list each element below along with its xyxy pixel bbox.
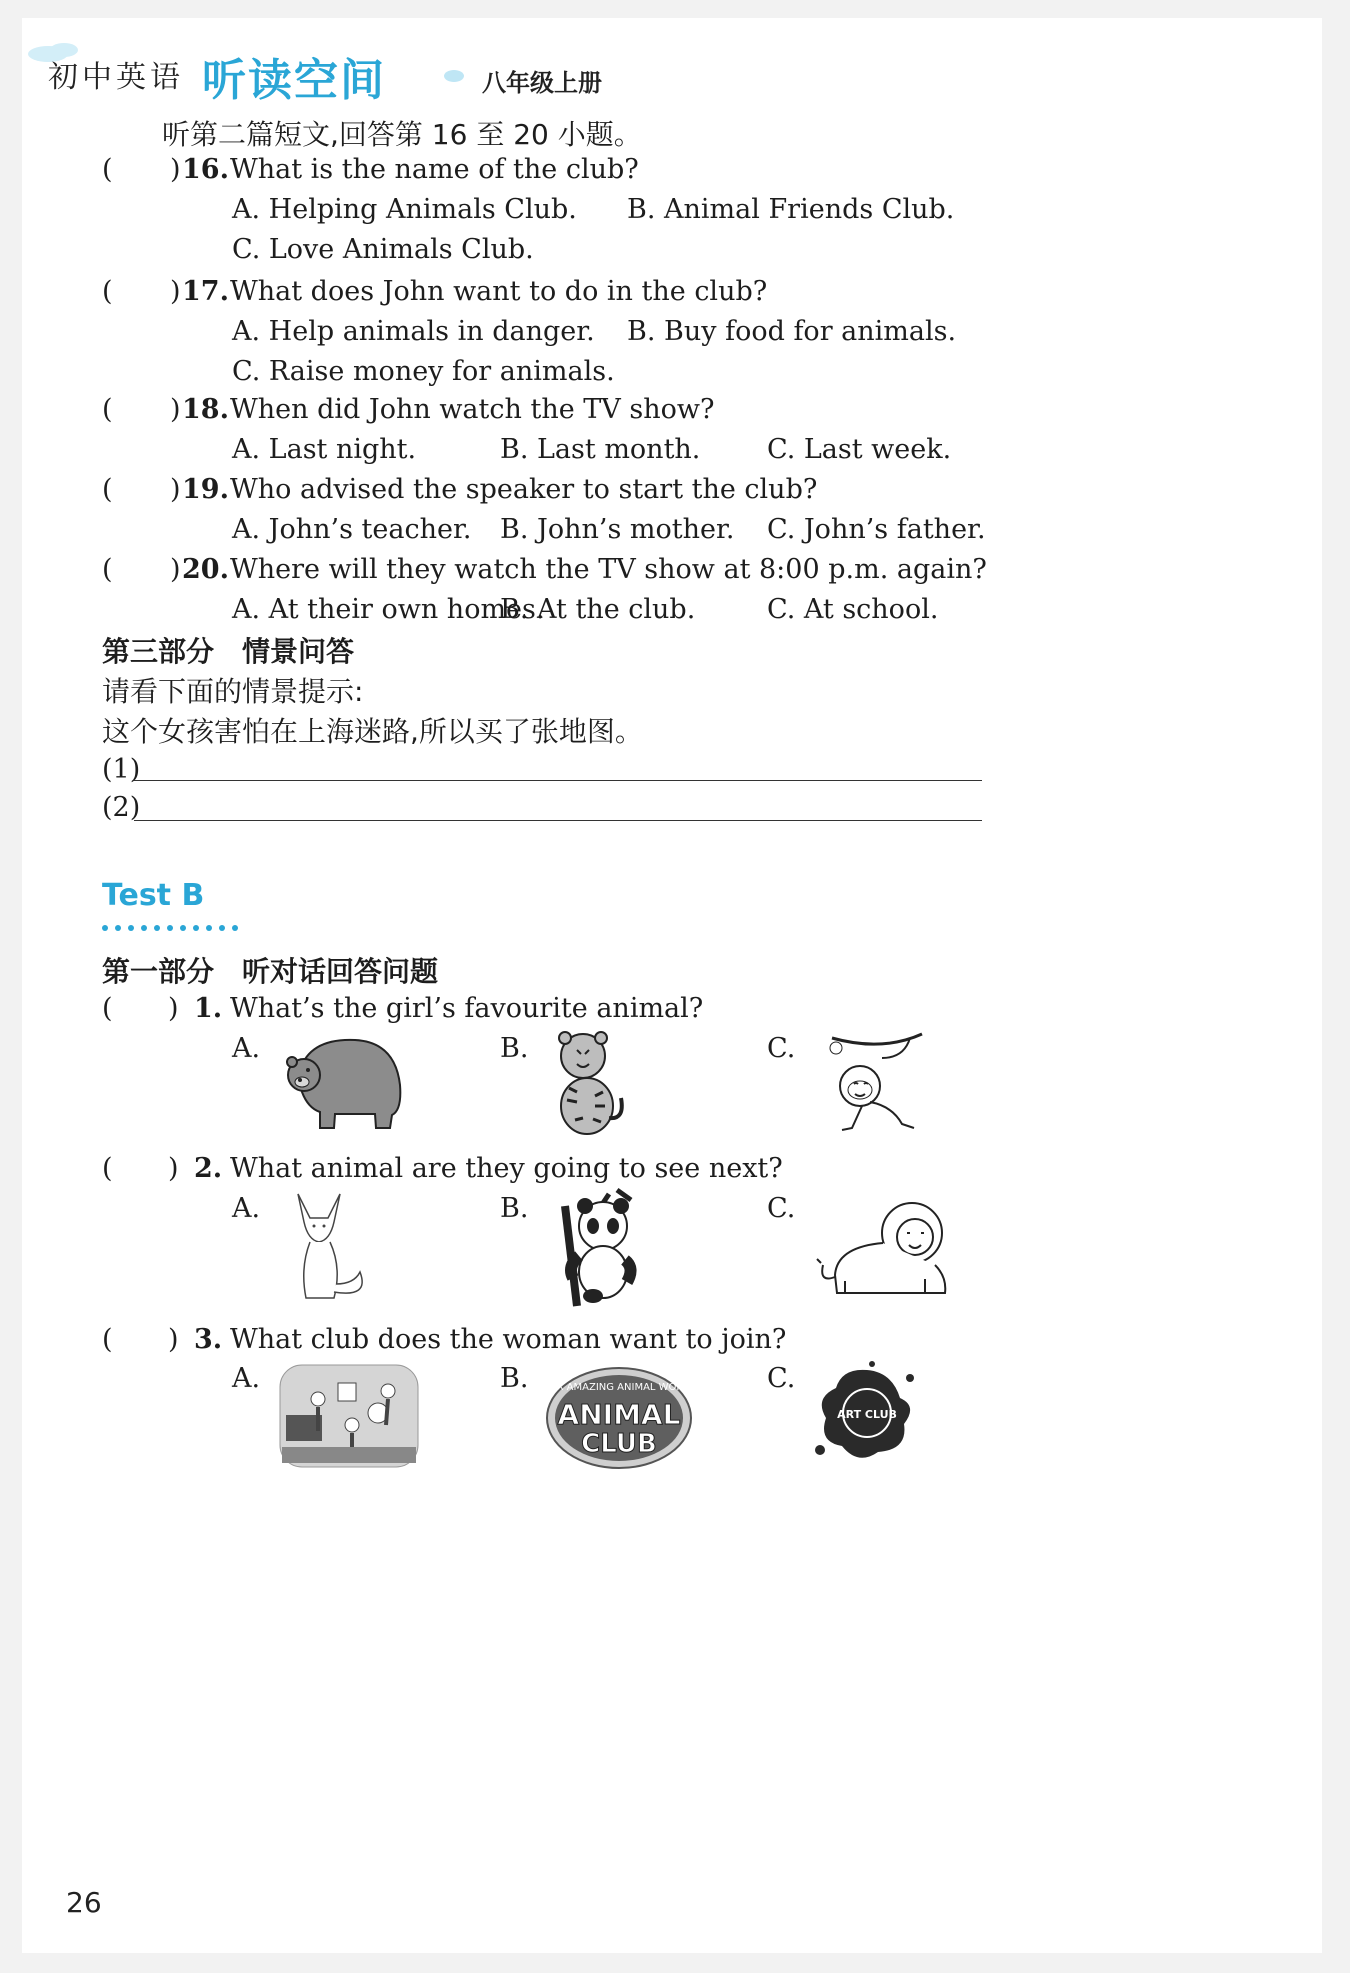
answer-paren-open: ( — [102, 993, 113, 1024]
question-text: Where will they watch the TV show at 8:00 p.m. again? — [230, 554, 987, 585]
bear-picture — [280, 1030, 410, 1130]
logo-main-text: ANIMAL — [557, 1398, 681, 1431]
option-a: A. John’s teacher. — [232, 514, 472, 545]
question-text: What is the name of the club? — [230, 154, 639, 185]
question-number: 19. — [182, 474, 229, 505]
animal-club-logo — [541, 1360, 697, 1472]
series-title: 初中英语 — [48, 60, 184, 95]
answer-paren-close: ) — [170, 474, 181, 505]
answer-paren-open[interactable]: ( — [102, 276, 113, 307]
option-c: C. Raise money for animals. — [232, 356, 615, 387]
lion-picture — [817, 1193, 957, 1303]
option-letter-b: B. — [500, 1033, 529, 1064]
tiger-picture — [547, 1028, 627, 1138]
art-club-letters: ART CLUB — [837, 1408, 897, 1421]
question-number: 1. — [194, 993, 223, 1024]
option-letter-b: B. — [500, 1363, 529, 1394]
answer-paren-close: ) — [170, 554, 181, 585]
option-c: C. John’s father. — [767, 514, 986, 545]
question-number: 3. — [194, 1324, 223, 1355]
brand-logo: 听读空间 — [202, 55, 386, 106]
option-b: B. Last month. — [500, 434, 701, 465]
option-b: B. John’s mother. — [500, 514, 735, 545]
monkey-picture — [822, 1028, 932, 1138]
panda-picture — [547, 1186, 647, 1306]
answer-paren-close: ) — [170, 154, 181, 185]
question-number: 20. — [182, 554, 229, 585]
header-arrow-icon — [442, 66, 472, 90]
answer-line-2[interactable] — [134, 820, 982, 821]
option-c: C. Love Animals Club. — [232, 234, 534, 265]
option-b: B. Animal Friends Club. — [627, 194, 955, 225]
option-letter-b: B. — [500, 1193, 529, 1224]
answer-paren-open[interactable]: ( — [102, 394, 113, 425]
option-c: C. At school. — [767, 594, 939, 625]
test-b-part1-heading: 第一部分 听对话回答问题 — [102, 955, 439, 988]
option-a: A. Last night. — [232, 434, 417, 465]
option-letter-a: A. — [232, 1193, 261, 1224]
option-letter-a: A. — [232, 1363, 261, 1394]
grade-label: 八年级上册 — [482, 69, 602, 97]
answer-paren-open: ( — [102, 1153, 113, 1184]
part3-heading: 第三部分 情景问答 — [102, 635, 355, 668]
answer-label-2: (2) — [102, 792, 141, 823]
option-a: A. Helping Animals Club. — [232, 194, 577, 225]
title-underline-dots — [102, 916, 245, 935]
answer-paren-open: ( — [102, 1324, 113, 1355]
answer-paren-open[interactable]: ( — [102, 474, 113, 505]
answer-paren-open[interactable]: ( — [102, 554, 113, 585]
art-club-logo — [812, 1358, 922, 1468]
option-letter-a: A. — [232, 1033, 261, 1064]
option-letter-c: C. — [767, 1033, 796, 1064]
option-b: B. Buy food for animals. — [627, 316, 957, 347]
question-text: When did John watch the TV show? — [230, 394, 715, 425]
question-number: 17. — [182, 276, 229, 307]
question-text: Who advised the speaker to start the club? — [230, 474, 818, 505]
question-number: 16. — [182, 154, 229, 185]
answer-line-1[interactable] — [134, 780, 982, 781]
question-number: 2. — [194, 1153, 223, 1184]
answer-label-1: (1) — [102, 754, 141, 785]
option-a: A. Help animals in danger. — [232, 316, 595, 347]
question-text: What club does the woman want to join? — [230, 1324, 787, 1355]
option-c: C. Last week. — [767, 434, 952, 465]
question-text: What’s the girl’s favourite animal? — [230, 993, 704, 1024]
logo-sub-text: CLUB — [581, 1429, 657, 1459]
workbook-page — [22, 18, 1322, 1953]
fox-picture — [284, 1188, 374, 1308]
question-number: 18. — [182, 394, 229, 425]
test-b-title: Test B — [102, 878, 205, 913]
logo-top-text: OUR AMAZING ANIMAL WORLD — [541, 1382, 697, 1393]
answer-paren-close: ) — [168, 1153, 179, 1184]
answer-paren-open[interactable]: ( — [102, 154, 113, 185]
answer-paren-close: ) — [170, 276, 181, 307]
passage-instruction: 听第二篇短文,回答第 16 至 20 小题。 — [162, 118, 642, 151]
option-letter-c: C. — [767, 1363, 796, 1394]
question-text: What does John want to do in the club? — [230, 276, 768, 307]
option-letter-c: C. — [767, 1193, 796, 1224]
question-text: What animal are they going to see next? — [230, 1153, 783, 1184]
answer-paren-close: ) — [168, 993, 179, 1024]
part3-prompt-label: 请看下面的情景提示: — [102, 675, 364, 708]
answer-paren-close: ) — [168, 1324, 179, 1355]
option-a: A. At their own homes. — [232, 594, 545, 625]
answer-paren-close: ) — [170, 394, 181, 425]
page-number: 26 — [66, 1886, 102, 1919]
option-b: B. At the club. — [500, 594, 696, 625]
part3-prompt: 这个女孩害怕在上海迷路,所以买了张地图。 — [102, 715, 643, 748]
music-club-picture — [278, 1363, 420, 1469]
